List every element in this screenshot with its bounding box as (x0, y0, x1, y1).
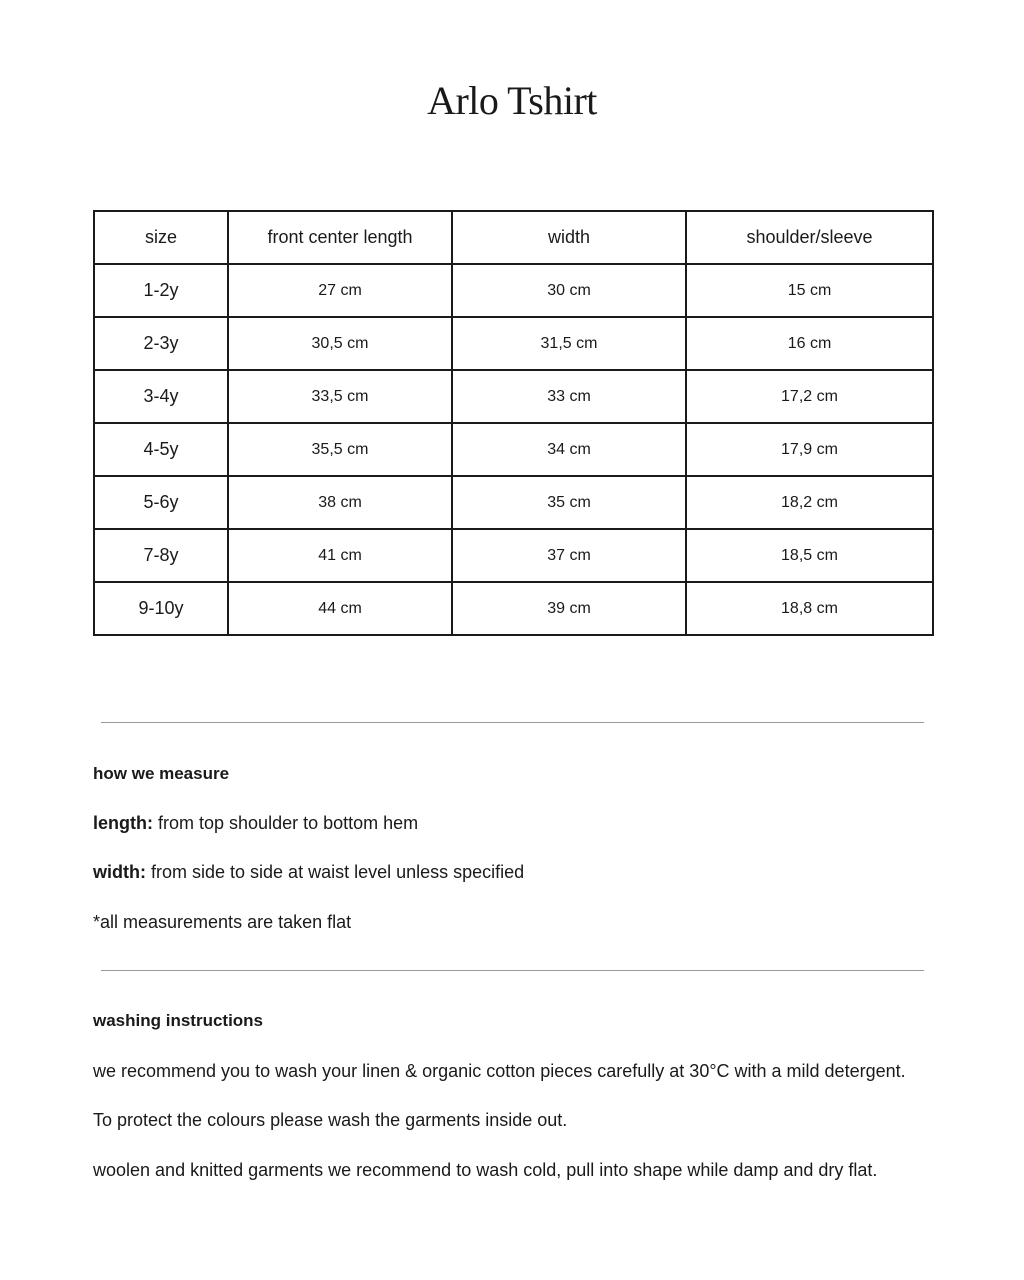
width-cell: 39 cm (452, 582, 686, 635)
width-cell: 35 cm (452, 476, 686, 529)
length-cell: 41 cm (228, 529, 452, 582)
width-cell: 37 cm (452, 529, 686, 582)
measurement-note: *all measurements are taken flat (93, 912, 352, 932)
width-cell: 33 cm (452, 370, 686, 423)
width-label: width: (93, 862, 146, 882)
washing-line-2: To protect the colours please wash the garments inside out. (93, 1110, 568, 1130)
width-text: from side to side at waist level unless specified (151, 862, 525, 882)
shoulder-sleeve-cell: 18,8 cm (686, 582, 933, 635)
length-description (93, 811, 933, 836)
table-row (94, 529, 933, 582)
shoulder-sleeve-cell: 18,5 cm (686, 529, 933, 582)
table-row (94, 264, 933, 317)
column-header-front-center-length: front center length (228, 211, 452, 264)
length-cell: 35,5 cm (228, 423, 452, 476)
length-cell: 33,5 cm (228, 370, 452, 423)
washing-line-1: we recommend you to wash your linen & organic cotton pieces carefully at 30°C with a mild detergent. (93, 1061, 906, 1081)
shoulder-sleeve-cell: 17,9 cm (686, 423, 933, 476)
washing-heading: washing instructions (93, 1011, 264, 1030)
length-text: from top shoulder to bottom hem (158, 813, 419, 833)
size-cell: 2-3y (94, 317, 228, 370)
washing-line-3: woolen and knitted garments we recommend to wash cold, pull into shape while damp and dry flat. (93, 1160, 878, 1180)
size-cell: 9-10y (94, 582, 228, 635)
section-divider (101, 722, 924, 723)
shoulder-sleeve-cell: 18,2 cm (686, 476, 933, 529)
table-row (94, 370, 933, 423)
table-header-row (94, 211, 933, 264)
width-cell: 34 cm (452, 423, 686, 476)
length-cell: 30,5 cm (228, 317, 452, 370)
column-header-size: size (94, 211, 228, 264)
table-row (94, 476, 933, 529)
size-cell: 4-5y (94, 423, 228, 476)
width-cell: 30 cm (452, 264, 686, 317)
length-cell: 44 cm (228, 582, 452, 635)
table-row (94, 423, 933, 476)
length-label: length: (93, 813, 153, 833)
table-row (94, 582, 933, 635)
length-cell: 38 cm (228, 476, 452, 529)
table-row (94, 317, 933, 370)
size-chart-table (93, 210, 934, 636)
column-header-shoulder-sleeve: shoulder/sleeve (686, 211, 933, 264)
length-cell: 27 cm (228, 264, 452, 317)
shoulder-sleeve-cell: 16 cm (686, 317, 933, 370)
measure-heading: how we measure (93, 764, 230, 783)
column-header-width: width (452, 211, 686, 264)
section-divider (101, 970, 924, 971)
shoulder-sleeve-cell: 17,2 cm (686, 370, 933, 423)
shoulder-sleeve-cell: 15 cm (686, 264, 933, 317)
size-cell: 5-6y (94, 476, 228, 529)
page-title: Arlo Tshirt (427, 78, 597, 123)
width-cell: 31,5 cm (452, 317, 686, 370)
size-cell: 7-8y (94, 529, 228, 582)
size-cell: 3-4y (94, 370, 228, 423)
width-description (93, 860, 933, 885)
size-cell: 1-2y (94, 264, 228, 317)
